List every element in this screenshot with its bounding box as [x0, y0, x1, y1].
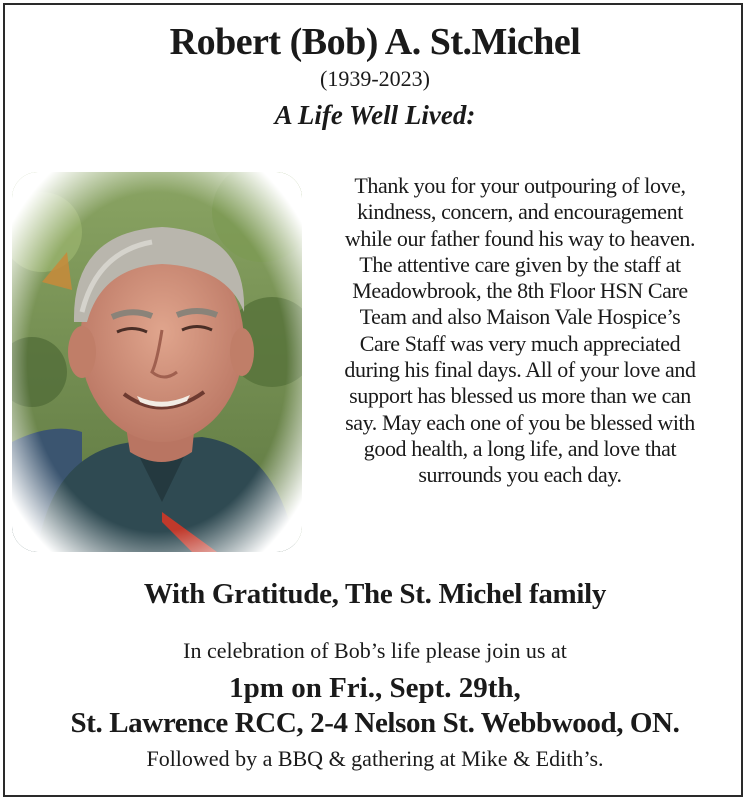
deceased-name: Robert (Bob) A. St.Michel	[169, 21, 581, 63]
message-line: The attentive care given by the staff at	[359, 251, 681, 277]
tagline: A Life Well Lived:	[274, 100, 476, 130]
message-line: good health, a long life, and love that	[363, 435, 677, 461]
celebration-invite: In celebration of Bob’s life please join us at	[183, 638, 567, 663]
message-line: during his final days. All of your love and	[344, 357, 696, 383]
followup-gathering: Followed by a BBQ & gathering at Mike & Edith’s.	[146, 746, 604, 771]
event-location: St. Lawrence RCC, 2-4 Nelson St. Webbwood, ON.	[70, 707, 680, 739]
message-line: while our father found his way to heaven.	[344, 225, 696, 251]
portrait-photo	[12, 172, 302, 552]
message-line: support has blessed us more than we can	[349, 383, 691, 409]
message-line: Thank you for your outpouring of love,	[354, 173, 686, 198]
life-years: (1939-2023)	[320, 66, 430, 91]
message-line: Care Staff was very much appreciated	[359, 330, 681, 356]
message-line: surrounds you each day.	[418, 462, 622, 488]
message-line: kindness, concern, and encouragement	[357, 199, 683, 225]
thank-you-message	[306, 173, 734, 489]
gratitude-signature: With Gratitude, The St. Michel family	[143, 578, 607, 610]
message-line: Meadowbrook, the 8th Floor HSN Care	[352, 278, 688, 304]
portrait-illustration	[12, 172, 302, 552]
message-line: Team and also Maison Vale Hospice’s	[359, 304, 681, 330]
event-time: 1pm on Fri., Sept. 29th,	[229, 672, 521, 704]
message-line: say. May each one of you be blessed with	[345, 409, 695, 435]
